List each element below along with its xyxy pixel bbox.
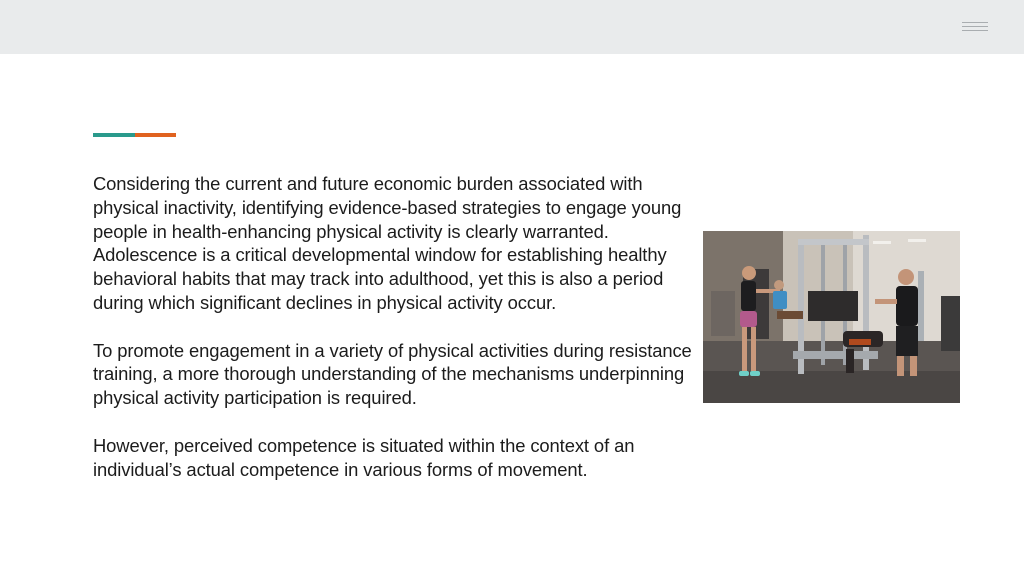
paragraph-2: To promote engagement in a variety of physical activities during resistance training, a more thorough understanding of the mechanisms underpinning physical activity participation is required. — [93, 339, 692, 409]
menu-line — [962, 30, 988, 31]
gym-training-photo — [703, 231, 960, 403]
top-bar — [0, 0, 1024, 54]
hamburger-menu-icon[interactable] — [962, 22, 988, 33]
accent-orange-segment — [135, 133, 176, 137]
menu-line — [962, 22, 988, 23]
paragraph-1: Considering the current and future economic burden associated with physical inactivity, identifying evidence-based strategies to engage young people in health-enhancing physical activity is clearly warranted. Adolescence is a critical developmental window for establishing healthy behavioral habits that may track into adulthood, yet this is also a period during which significant declines in physical activity occur. — [93, 173, 682, 313]
paragraph-3: However, perceived competence is situated within the context of an individual’s actual competence in various forms of movement. — [93, 434, 635, 480]
body-text — [93, 172, 698, 505]
accent-teal-segment — [93, 133, 135, 137]
menu-line — [962, 26, 988, 27]
title-accent-line — [93, 133, 176, 137]
